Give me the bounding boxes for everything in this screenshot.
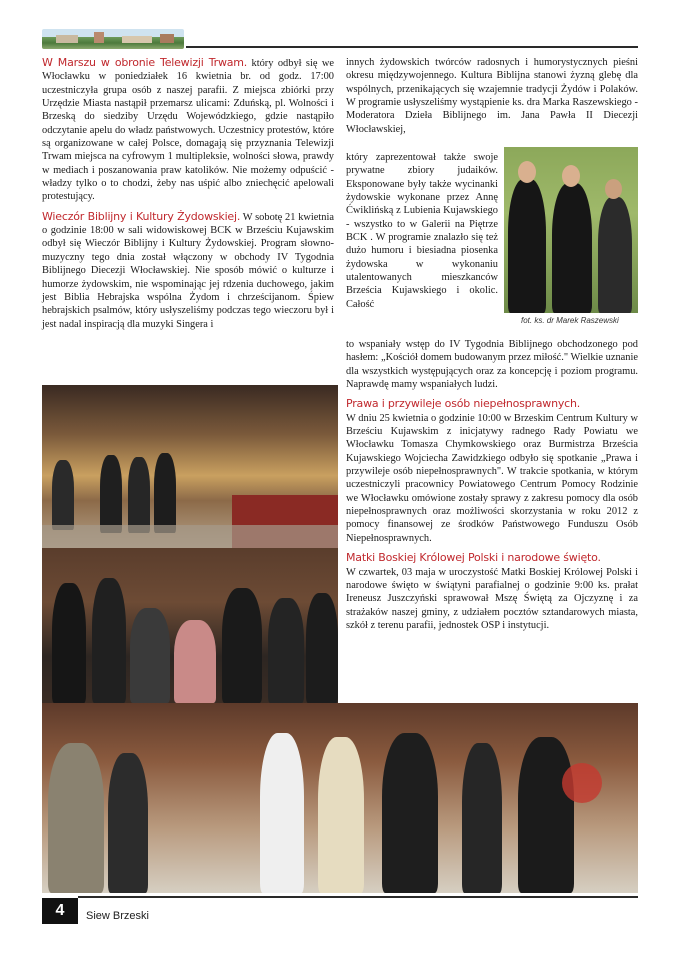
right-column-wrap (346, 151, 498, 311)
wreath-laying-photo (42, 703, 638, 893)
photo-caption: fot. ks. dr Marek Raszewski (521, 316, 619, 325)
article-biblical-body: W sobotę 21 kwietnia o godzinie 18:00 w sali widowiskowej BCK w Brześciu Kujawskim odbył się Wieczór Biblijny i Kultury Żydowskiej. Program słowno-muzyczny tego dnia został włączony w obchody IV Tygodnia Biblijnego Diecezji Włocławskiej. Nie sposób mówić o kulturze i humorze żydowskim, nie wspominając jej rdzenia duchowego, jakim jest Biblia Hebrajska wspólna Żydom i chrześcijanom. Śpiew hebrajskich psalmów, który usłyszeliśmy podczas tego wieczoru był i jest nadal inspiracją dla muzyki Singera i (42, 211, 334, 330)
article-holiday-body: W czwartek, 03 maja w uroczystość Matki Boskiej Królowej Polski i narodowe święto w świątyni parafialnej o godzinie 9:00 ks. prałat Ireneusz Juszczyński sprawował Mszę Świętą za Ojczyznę i za strażaków naszej gminy, z udziałem pocztów sztandarowych miasta, szkół z terenu parafii, jednostek OSP i instytucji. (346, 566, 638, 631)
article-disabled-heading: Prawa i przywileje osób niepełnosprawnych. (346, 397, 581, 411)
article-national-holiday (346, 551, 638, 632)
header-rule (186, 46, 638, 48)
footer-rule (78, 896, 638, 898)
right-column-bottom (346, 338, 638, 632)
article-disabled-rights (346, 397, 638, 545)
page-number: 4 (42, 898, 78, 924)
publication-name: Siew Brzeski (86, 910, 149, 922)
article-trwam-heading: W Marszu w obronie Telewizji Trwam. (42, 56, 248, 69)
article-biblical-cont-b: który zaprezentował także swoje prywatne zbiory judaików. Eksponowane były także wycinanki żydowskie wykonane przez Annę Ćwiklińską z Lubienia Kujawskiego - wszystko to w Galerii na Piętrze BCK . W programie znalazło się też dużo humoru i biesiadna piosenka żydowska w wykonaniu utalentowanych mieszkanców Brześcia Kujawskiego i okolic. Całość (346, 152, 498, 310)
article-biblical-evening (42, 210, 334, 331)
article-biblical-cont-c: to wspaniały wstęp do IV Tygodnia Biblijnego obchodzonego pod hasłem: „Kościół domem budowanym przez miłość." Wielkie uznanie dla wszystkich występujących oraz za koncepcję i poziom programu. Naprawdę mamy wspaniałych ludzi. (346, 339, 638, 391)
left-column (42, 56, 334, 331)
church-interior-photo (42, 385, 338, 550)
article-disabled-body: W dniu 25 kwietnia o godzinie 10:00 w Brzeskim Centrum Kultury w Brześciu Kujawskim z inicjatywy radnego Rady Powiatu we Włocławku Tomasza Chymkowskiego oraz Burmistrza Brześcia Kujawskiego Wojciecha Zawidzkiego odbyło się spotkanie „Prawa i przywileje osób niepełnosprawnych". W trakcie spotkania, w którym uczestniczyli pracownicy Powiatowego Centrum Pomocy Rodzinie we Włocławku omówione zostały sprawy z zakresu pomocy dla osób niepełnosprawnych oraz możliwości skorzystania w roku 2012 z pomocy finansowej ze środków Państwowego Funduszu Osób Niepełnosprawnych. (346, 412, 638, 544)
town-panorama-logo (42, 29, 184, 49)
priests-photo (504, 147, 638, 313)
article-biblical-heading: Wieczór Biblijny i Kultury Żydowskiej. (42, 209, 241, 223)
right-column-top (346, 56, 638, 136)
article-trwam (42, 56, 334, 204)
article-biblical-cont-a: innych żydowskich twórców radosnych i humorystycznych pieśni okresu międzywojennego. Kultura Biblijna stanowi żyzną glebę dla wspólnych, przenikających się wzajemnie tradycji Żydów i Polaków. W programie usłyszeliśmy wystąpienie ks. dra Marka Raszewskiego - Moderatora Dzieła Biblijnego im. Jana Pawła II Diecezji Włocławskiej, (346, 57, 638, 135)
article-holiday-heading: Matki Boskiej Królowej Polski i narodowe święto. (346, 551, 601, 565)
article-trwam-body: który odbył się we Włocławku w poniedziałek 16 kwietnia br. od godz. 17:00 uczestniczyła grupa osób z naszej parafii. Z miejsca zbiórki przy Urzędzie Miasta nastąpił przemarsz ulicami: Zduńską, pl. Wolności i Brzeską do siedziby Urzędu Wojewódzkiego, gdzie nastąpiło odczytanie apelu do władz państwowych. Uczestnicy protestów, które są organizowane w całej Polsce, domagają się przyznania Telewizji Trwam miejsca na cyfrowym 1 multipleksie, wolności słowa, prawdy w mediach i poszanowania praw katolików. Nie możemy odpuścić - władzy tylko o to chodzi, żeby nas uśpić albo zniechęcić apelowali protestujący. (42, 58, 334, 203)
congregation-photo (42, 548, 338, 703)
